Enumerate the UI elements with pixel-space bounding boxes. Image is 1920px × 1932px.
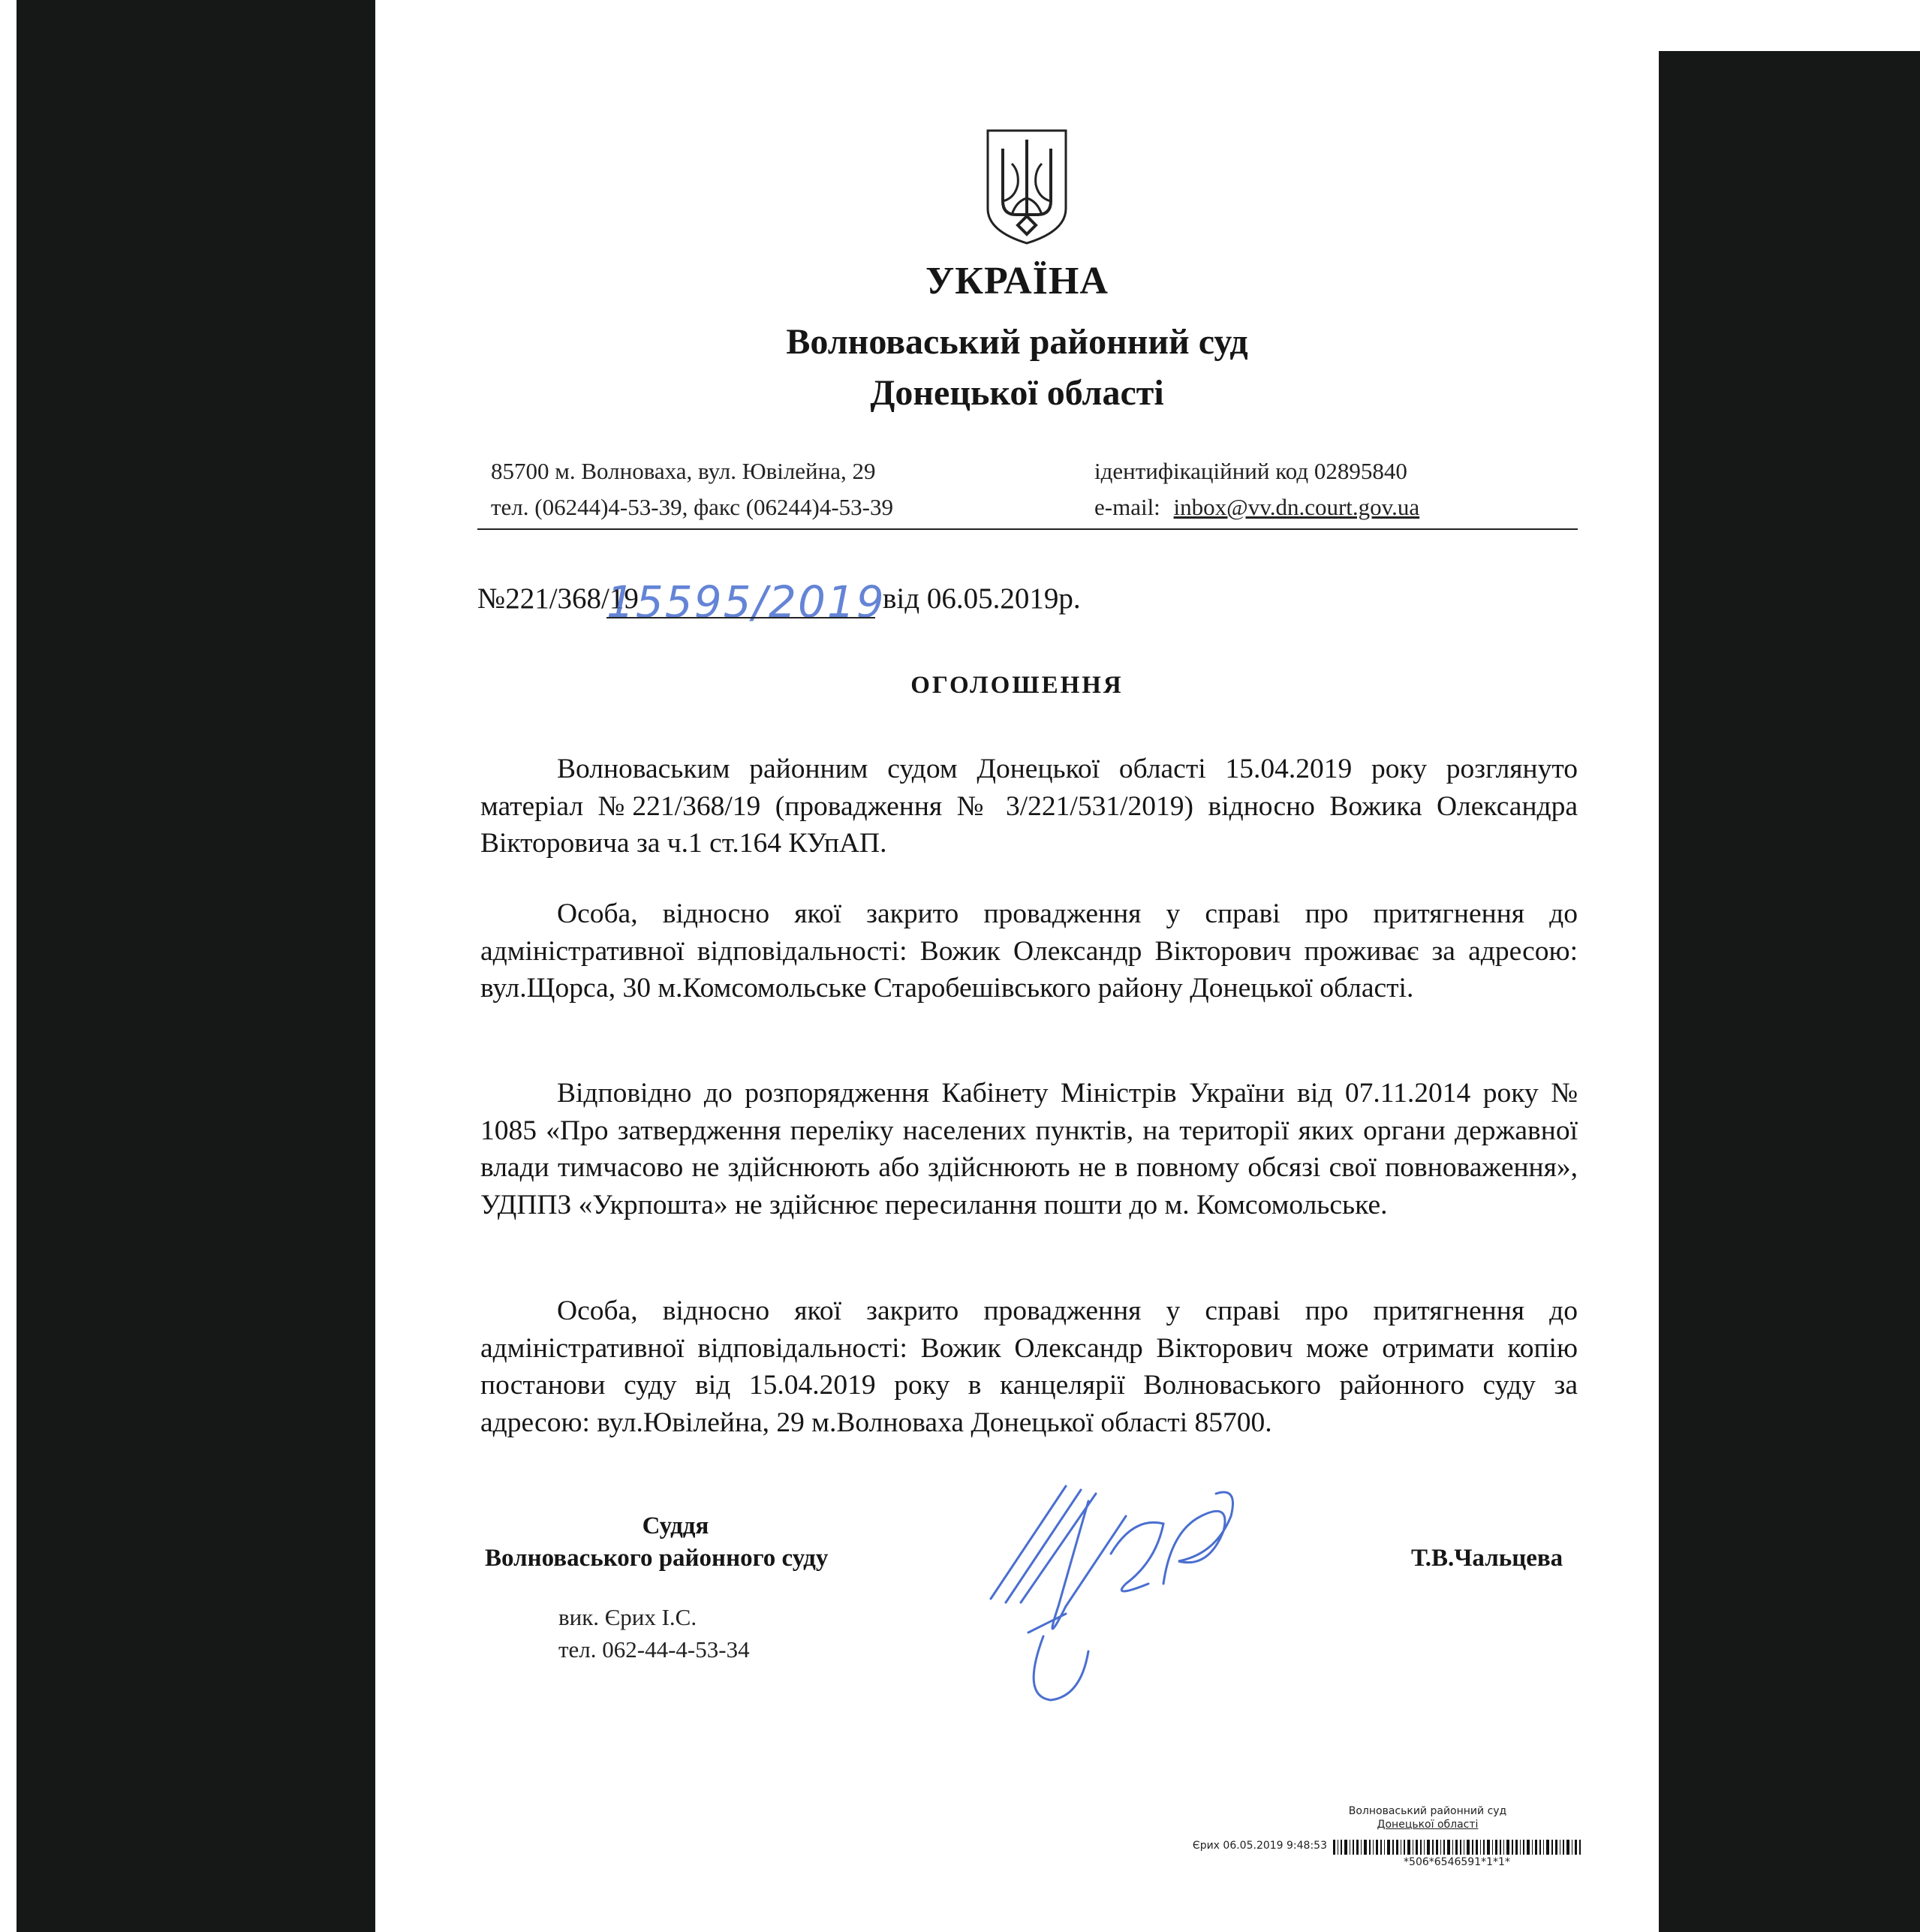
- handwritten-signature: [976, 1471, 1276, 1711]
- stamp-court-name: Волноваський районний суд: [1348, 1805, 1507, 1817]
- executor-name: вик. Єрих І.С.: [558, 1604, 697, 1630]
- barcode-icon: [1333, 1840, 1581, 1855]
- scan-border-right: [1659, 51, 1920, 1932]
- header-divider: [477, 528, 1578, 530]
- signer-name: Т.В.Чальцева: [1411, 1545, 1563, 1572]
- announcement-title: ОГОЛОШЕННЯ: [910, 672, 1124, 699]
- court-name: Волноваський районний суд: [786, 322, 1248, 362]
- stamp-barcode-code: *506*6546591*1*1*: [1404, 1856, 1510, 1868]
- court-address: 85700 м. Волноваха, вул. Ювілейна, 29: [491, 458, 876, 484]
- reference-date: від 06.05.2019р.: [883, 582, 1081, 615]
- email-label: e-mail:: [1094, 494, 1160, 520]
- reference-number: №221/368/19: [477, 582, 639, 615]
- country-title: УКРАЇНА: [925, 260, 1109, 302]
- stamp-court-region: Донецької області: [1377, 1819, 1479, 1831]
- court-email-row: [1094, 494, 1419, 521]
- stamp-clerk-timestamp: Єрих 06.05.2019 9:48:53: [1192, 1840, 1327, 1852]
- reference-underline: [606, 617, 875, 618]
- email-link[interactable]: inbox@vv.dn.court.gov.ua: [1173, 494, 1420, 520]
- signer-court: Волноваського районного суду: [485, 1545, 829, 1572]
- executor-phone: тел. 062-44-4-53-34: [558, 1636, 750, 1663]
- tryzub-emblem-icon: [982, 126, 1072, 246]
- scan-border-left: [17, 0, 375, 1932]
- handwritten-registration-number: 15595/2019: [606, 576, 886, 627]
- paragraph-4: Особа, відносно якої закрито провадження у справі про притягнення до адміністративної відповідальності: Вожик Олександр Вікторович може отримати копію постанови суду від 15.04.2019 року в канцелярії Волноваського районного суду за адресою: вул.Ювілейна, 29 м.Волноваха Донецької області 85700.: [480, 1296, 1578, 1438]
- court-region: Донецької області: [870, 373, 1164, 413]
- paragraph-3: Відповідно до розпорядження Кабінету Міністрів України від 07.11.2014 року № 1085 «Про затвердження переліку населених пунктів, на території яких органи державної влади тимчасово не здійснюють або здійснюють не в повному обсязі свої повноваження», УДППЗ «Укрпошта» не здійснює пересилання пошти до м. Комсомольське.: [480, 1078, 1578, 1220]
- court-id-code: ідентифікаційний код 02895840: [1094, 458, 1407, 484]
- paragraph-2: Особа, відносно якої закрито провадження у справі про притягнення до адміністративної відповідальності: Вожик Олександр Вікторович проживає за адресою: вул.Щорса, 30 м.Комсомольське Старобешівського району Донецької області.: [480, 898, 1578, 1004]
- signer-role: Суддя: [642, 1512, 709, 1539]
- paragraph-1: Волноваським районним судом Донецької області 15.04.2019 року розглянуто матеріал №221/368/19 (провадження № 3/221/531/2019) відносно Вожика Олександра Вікторовича за ч.1 ст.164 КУпАП.: [480, 754, 1578, 859]
- court-phone: тел. (06244)4-53-39, факс (06244)4-53-39: [491, 494, 894, 520]
